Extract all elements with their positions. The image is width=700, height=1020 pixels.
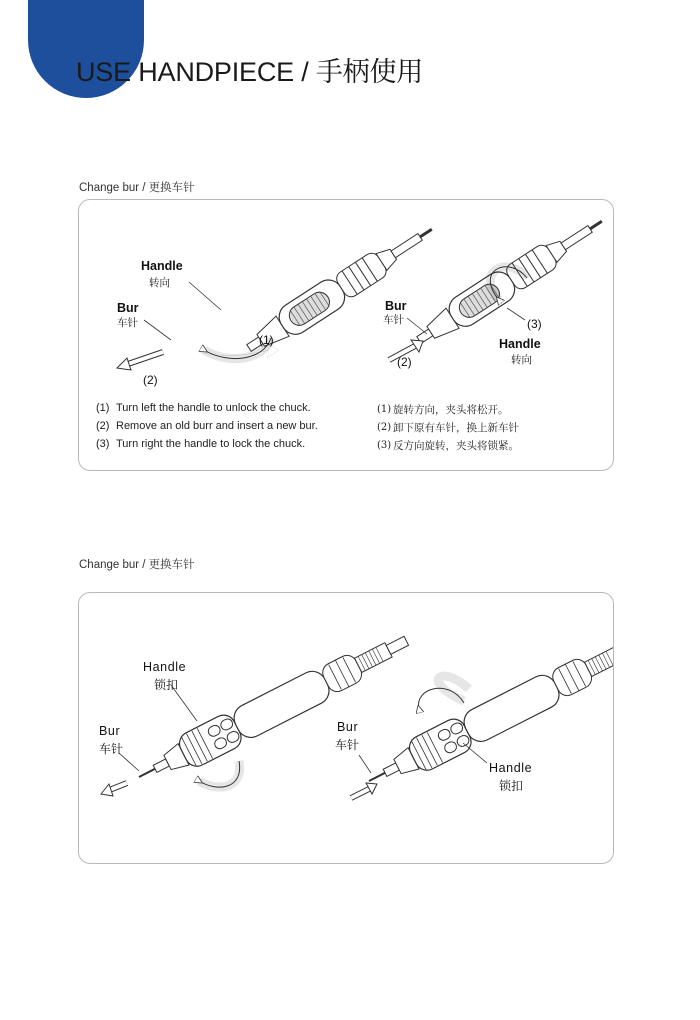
left-handle-label: Handle: [141, 259, 183, 273]
handpiece-right-drawing: [410, 208, 610, 354]
left-bur-label: Bur: [117, 301, 139, 315]
right-callout-3: (3): [527, 317, 542, 331]
left-callout-1: (1): [259, 333, 274, 347]
instruction-panel-1: [78, 199, 614, 471]
left-handle-label: Handle: [143, 660, 187, 674]
step-item: (1) Turn left the handle to unlock the chuck.: [96, 402, 311, 414]
right-bur-label-cn: 车针: [383, 314, 404, 326]
left-handle-label-cn: 转向: [149, 277, 170, 289]
right-handle-label-cn: 转向: [511, 354, 532, 366]
step-item: (1) 旋转方向，夹头将松开。: [377, 404, 509, 416]
left-bur-label: Bur: [99, 724, 121, 738]
section-label: Change bur / 更换车针: [79, 559, 195, 571]
steps-chinese: [377, 401, 519, 455]
right-handle-label: Handle: [489, 761, 533, 775]
left-callout-2: (2): [143, 373, 158, 387]
left-handle-label-cn: 锁扣: [154, 678, 179, 692]
right-handle-label-cn: 锁扣: [499, 779, 524, 793]
handpiece-right-drawing: [361, 629, 613, 797]
handpiece-left-drawing: [131, 625, 415, 793]
step-item: (3) 反方向旋转，夹头将锁紧。: [377, 440, 519, 452]
section-label: Change bur / 更换车针: [79, 182, 195, 194]
step-item: (3) Turn right the handle to lock the chuck.: [96, 438, 306, 450]
right-handle-label: Handle: [499, 337, 541, 351]
page-title: USE HANDPIECE / 手柄使用: [76, 57, 424, 87]
steps-english: [96, 399, 318, 453]
right-bur-label-cn: 车针: [335, 738, 360, 752]
handpiece-illustration-2: [79, 593, 613, 863]
right-bur-label: Bur: [385, 299, 407, 313]
left-bur-label-cn: 车针: [117, 317, 138, 329]
right-callout-2: (2): [397, 355, 412, 369]
step-item: (2) Remove an old burr and insert a new bur.: [96, 420, 318, 432]
left-bur-label-cn: 车针: [99, 742, 124, 756]
step-item: (2) 卸下原有车针，换上新车针: [377, 422, 519, 434]
right-bur-label: Bur: [337, 720, 359, 734]
instruction-panel-2: [78, 592, 614, 864]
